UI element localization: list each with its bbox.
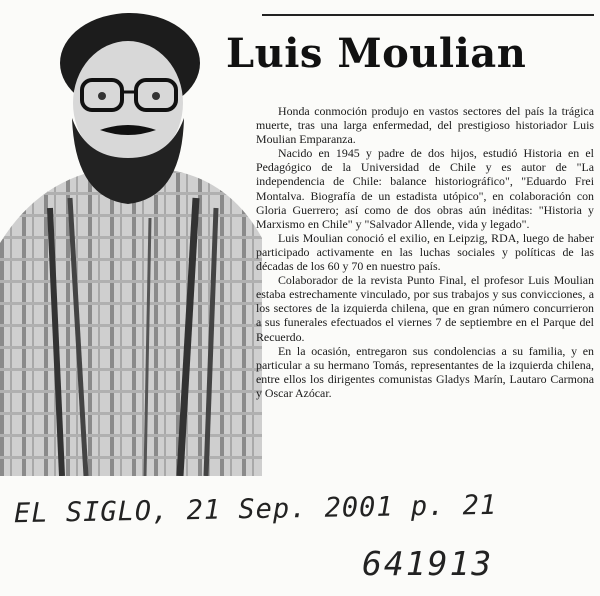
article-paragraph: En la ocasión, entregaron sus condolencias a su familia, y en particular a su hermano Tomás, representantes de la izquierda chilena, entre ellos los dirigentes comunistas Gladys Marín, Lautaro Carmona y Oscar Azócar. xyxy=(256,343,594,400)
headline: Luis Moulian xyxy=(226,30,527,77)
article-paragraph: Luis Moulian conoció el exilio, en Leipzig, RDA, luego de haber participado activamente en las luchas sociales y políticas de las décadas de los 60 y 70 en nuestro país. xyxy=(256,230,594,274)
article-paragraph: Honda conmoción produjo en vastos sectores del país la trágica muerte, tras una larga enfermedad, del prestigioso historiador Luis Moulian Emparanza. xyxy=(256,104,594,147)
article-paragraph: Nacido en 1945 y padre de dos hijos, estudió Historia en el Pedagógico de la Universidad de Chile y es autor de "La independencia de Chile: balance historiográfico", "Eduardo Frei Montalva. Biografía de un estadista utópico", en colaboración con Gloria Guerrero; así como de dos obras aún inéditas: "Historia y Marxismo en Chile" y "Salvador Allende, vida y legado". xyxy=(256,146,594,231)
handwritten-source-note: EL SIGLO, 21 Sep. 2001 p. 21 xyxy=(13,489,498,530)
article-body xyxy=(256,104,594,400)
portrait-photo xyxy=(0,8,262,476)
article-paragraph: Colaborador de la revista Punto Final, el profesor Luis Moulian estaba estrechamente vinculado, por sus trabajos y sus convicciones, a los sectores de la izquierda chilena, que en gran número concurrieron a sus funerales efectuados el viernes 7 de septiembre en el Parque del Recuerdo. xyxy=(256,273,594,344)
handwritten-archive-number: 641913 xyxy=(362,544,494,583)
